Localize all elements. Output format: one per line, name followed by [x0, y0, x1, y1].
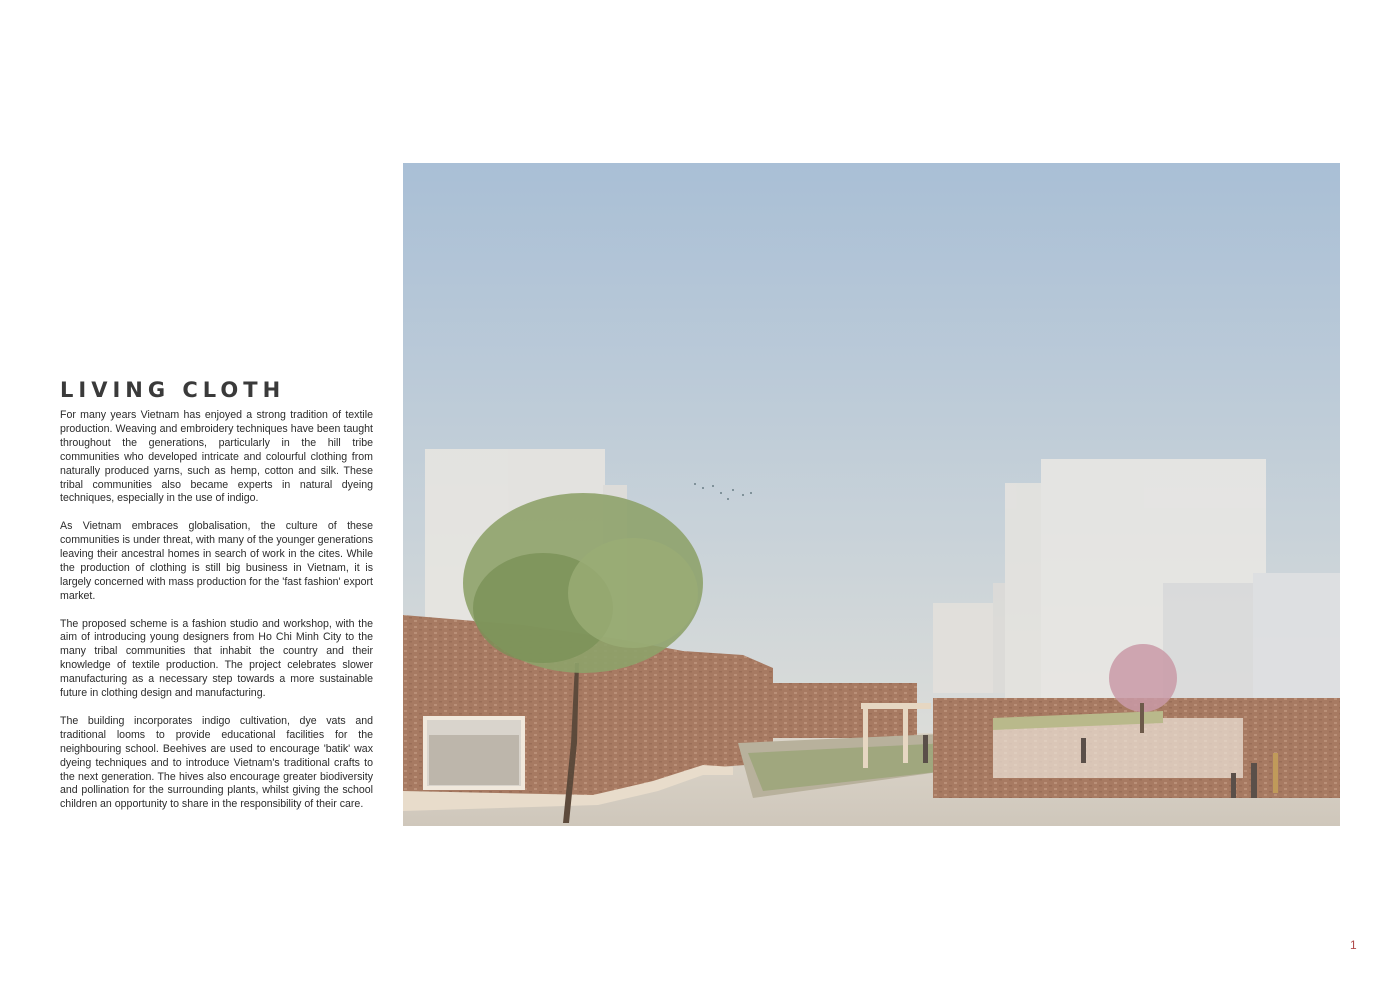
paragraph-3: The proposed scheme is a fashion studio and workshop, with the aim of introducing young designers from Ho Chi Minh City to the many tribal communities that inhabit the country and their knowledge of textile production. The project celebrates slower manufacturing as a necessary step towards a more sustainable future in clothing design and manufacturing. [60, 617, 373, 700]
body-text [60, 409, 373, 826]
architectural-render-image [403, 163, 1340, 826]
paragraph-2: As Vietnam embraces globalisation, the culture of these communities is under threat, with many of the younger generations leaving their ancestral homes in search of work in the cites. While the production of clothing is still big business in Vietnam, it is largely concerned with mass production for the 'fast fashion' export market. [60, 520, 373, 602]
paragraph-1: For many years Vietnam has enjoyed a strong tradition of textile production. Weaving and embroidery techniques have been taught throughout the generations, particularly in the hill tribe communities who developed intricate and colourful clothing from naturally produced yarns, such as hemp, cotton and silk. These tribal communities also became experts in natural dyeing techniques, especially in the use of indigo. [60, 409, 373, 505]
page-title: LIVING CLOTH [60, 378, 286, 402]
page-number: 1 [1350, 938, 1357, 952]
paragraph-4: The building incorporates indigo cultivation, dye vats and traditional looms to provide educational facilities for the neighbouring school. Beehives are used to encourage 'batik' wax dyeing techniques and to introduce Vietnam's traditional crafts to the next generation. The hives also encourage greater biodiversity and pollination for the surrounding plants, whilst giving the school children an opportunity to share in the responsibility of their care. [60, 714, 373, 811]
